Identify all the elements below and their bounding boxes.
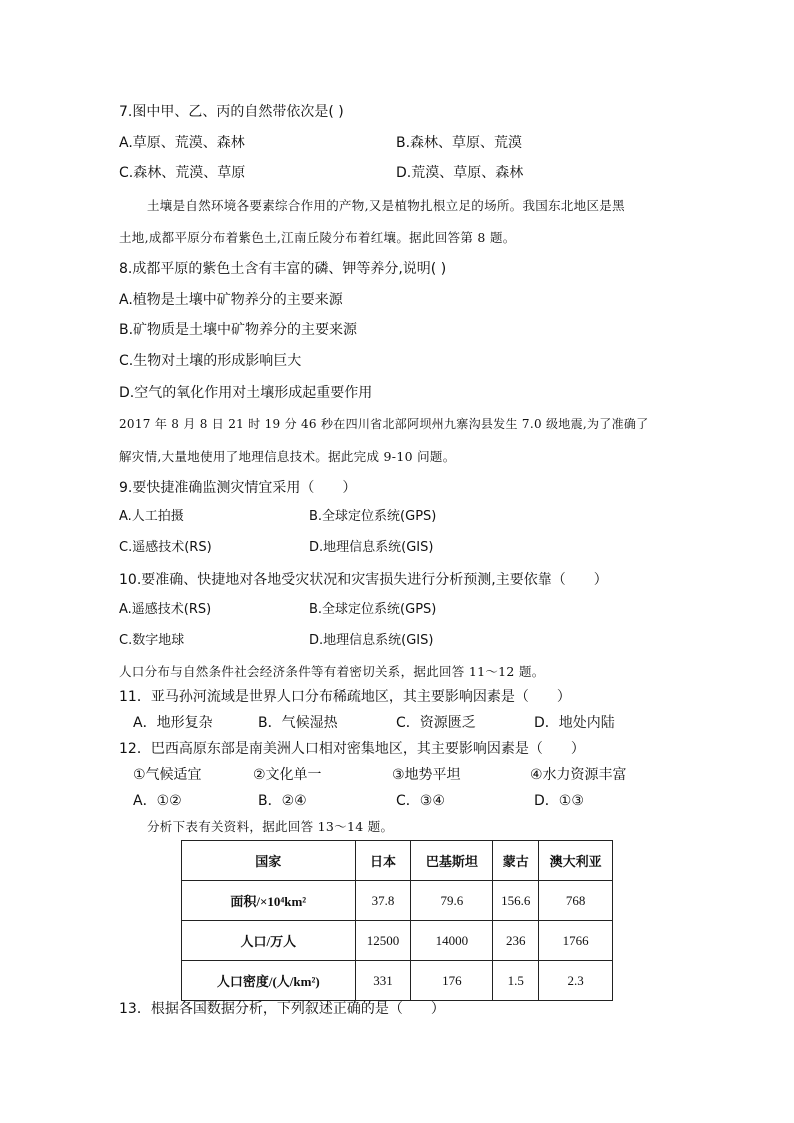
q7-option-a: A.草原、荒漠、森林 [119, 135, 245, 151]
q11-option-a: A．地形复杂 [133, 715, 213, 731]
table-row-label: 人口密度/(人/km²) [182, 961, 356, 1001]
q7-option-c: C.森林、荒漠、草原 [119, 165, 246, 181]
q10-option-a: A.遥感技术(RS) [119, 602, 212, 617]
table-cell: 1766 [539, 921, 613, 961]
table-cell: 37.8 [355, 881, 411, 921]
table-cell: 1.5 [493, 961, 539, 1001]
passage-population: 人口分布与自然条件社会经济条件等有着密切关系，据此回答 11～12 题。 [119, 664, 545, 679]
q8-option-c: C.生物对土壤的形成影响巨大 [119, 353, 302, 369]
q8-option-a: A.植物是土壤中矿物养分的主要来源 [119, 292, 343, 308]
q12-factor-1: ①气候适宜 [133, 767, 202, 783]
q9-option-c: C.遥感技术(RS) [119, 540, 212, 555]
passage-table-intro: 分析下表有关资料，据此回答 13～14 题。 [147, 819, 394, 834]
table-cell: 331 [355, 961, 411, 1001]
q13-stem: 13．根据各国数据分析，下列叙述正确的是（ ） [119, 1001, 445, 1017]
q12-stem: 12．巴西高原东部是南美洲人口相对密集地区，其主要影响因素是（ ） [119, 741, 585, 757]
q12-option-b: B．②④ [258, 793, 307, 809]
q8-option-b: B.矿物质是土壤中矿物养分的主要来源 [119, 322, 358, 338]
table-header-cell: 巴基斯坦 [411, 841, 493, 881]
table-header-row [182, 841, 613, 881]
table-cell: 2.3 [539, 961, 613, 1001]
table-cell: 79.6 [411, 881, 493, 921]
q12-option-d: D．①③ [534, 793, 584, 809]
q12-factor-3: ③地势平坦 [392, 767, 461, 783]
q8-option-d: D.空气的氧化作用对土壤形成起重要作用 [119, 385, 373, 401]
table-header-cell: 澳大利亚 [539, 841, 613, 881]
q12-option-a: A．①② [133, 793, 182, 809]
q9-option-a: A.人工拍摄 [119, 509, 184, 524]
table-row-label: 面积/×10⁴km² [182, 881, 356, 921]
table-row-label: 人口/万人 [182, 921, 356, 961]
q11-option-b: B．气候湿热 [258, 715, 338, 731]
table-row [182, 961, 613, 1001]
passage-quake-line2: 解灾情,大量地使用了地理信息技术。据此完成 9-10 问题。 [119, 449, 456, 464]
table-cell: 156.6 [493, 881, 539, 921]
passage-quake-line1: 2017 年 8 月 8 日 21 时 19 分 46 秒在四川省北部阿坝州九寨沟县发生 7.0 级地震,为了准确了 [119, 417, 649, 431]
table-row [182, 881, 613, 921]
q9-option-d: D.地理信息系统(GIS) [309, 540, 434, 555]
passage-soil-line2: 土地,成都平原分布着紫色土,江南丘陵分布着红壤。据此回答第 8 题。 [119, 230, 516, 245]
q11-stem: 11．亚马孙河流域是世界人口分布稀疏地区，其主要影响因素是（ ） [119, 689, 571, 705]
table-cell: 236 [493, 921, 539, 961]
q8-stem: 8.成都平原的紫色土含有丰富的磷、钾等养分,说明( ) [119, 261, 447, 277]
table-header-cell: 日本 [355, 841, 411, 881]
q10-option-d: D.地理信息系统(GIS) [309, 633, 434, 648]
q7-option-b: B.森林、草原、荒漠 [396, 135, 523, 151]
table-header-cell: 国家 [182, 841, 356, 881]
table-cell: 14000 [411, 921, 493, 961]
q7-stem: 7.图中甲、乙、丙的自然带依次是( ) [119, 104, 344, 120]
table-header-cell: 蒙古 [493, 841, 539, 881]
q12-factor-2: ②文化单一 [253, 767, 322, 783]
q7-option-d: D.荒漠、草原、森林 [396, 165, 524, 181]
table-cell: 12500 [355, 921, 411, 961]
table-row [182, 921, 613, 961]
q12-option-c: C．③④ [396, 793, 445, 809]
q10-stem: 10.要准确、快捷地对各地受灾状况和灾害损失进行分析预测,主要依靠（ ） [119, 572, 608, 588]
q11-option-c: C．资源匮乏 [396, 715, 476, 731]
q9-stem: 9.要快捷准确监测灾情宜采用（ ） [119, 480, 357, 496]
passage-soil-line1: 土壤是自然环境各要素综合作用的产物,又是植物扎根立足的场所。我国东北地区是黑 [147, 198, 625, 213]
table-cell: 768 [539, 881, 613, 921]
table-cell: 176 [411, 961, 493, 1001]
q10-option-b: B.全球定位系统(GPS) [309, 602, 437, 617]
q10-option-c: C.数字地球 [119, 633, 185, 648]
q11-option-d: D．地处内陆 [534, 715, 615, 731]
q9-option-b: B.全球定位系统(GPS) [309, 509, 437, 524]
country-data-table [181, 840, 613, 1001]
q12-factor-4: ④水力资源丰富 [530, 767, 627, 783]
